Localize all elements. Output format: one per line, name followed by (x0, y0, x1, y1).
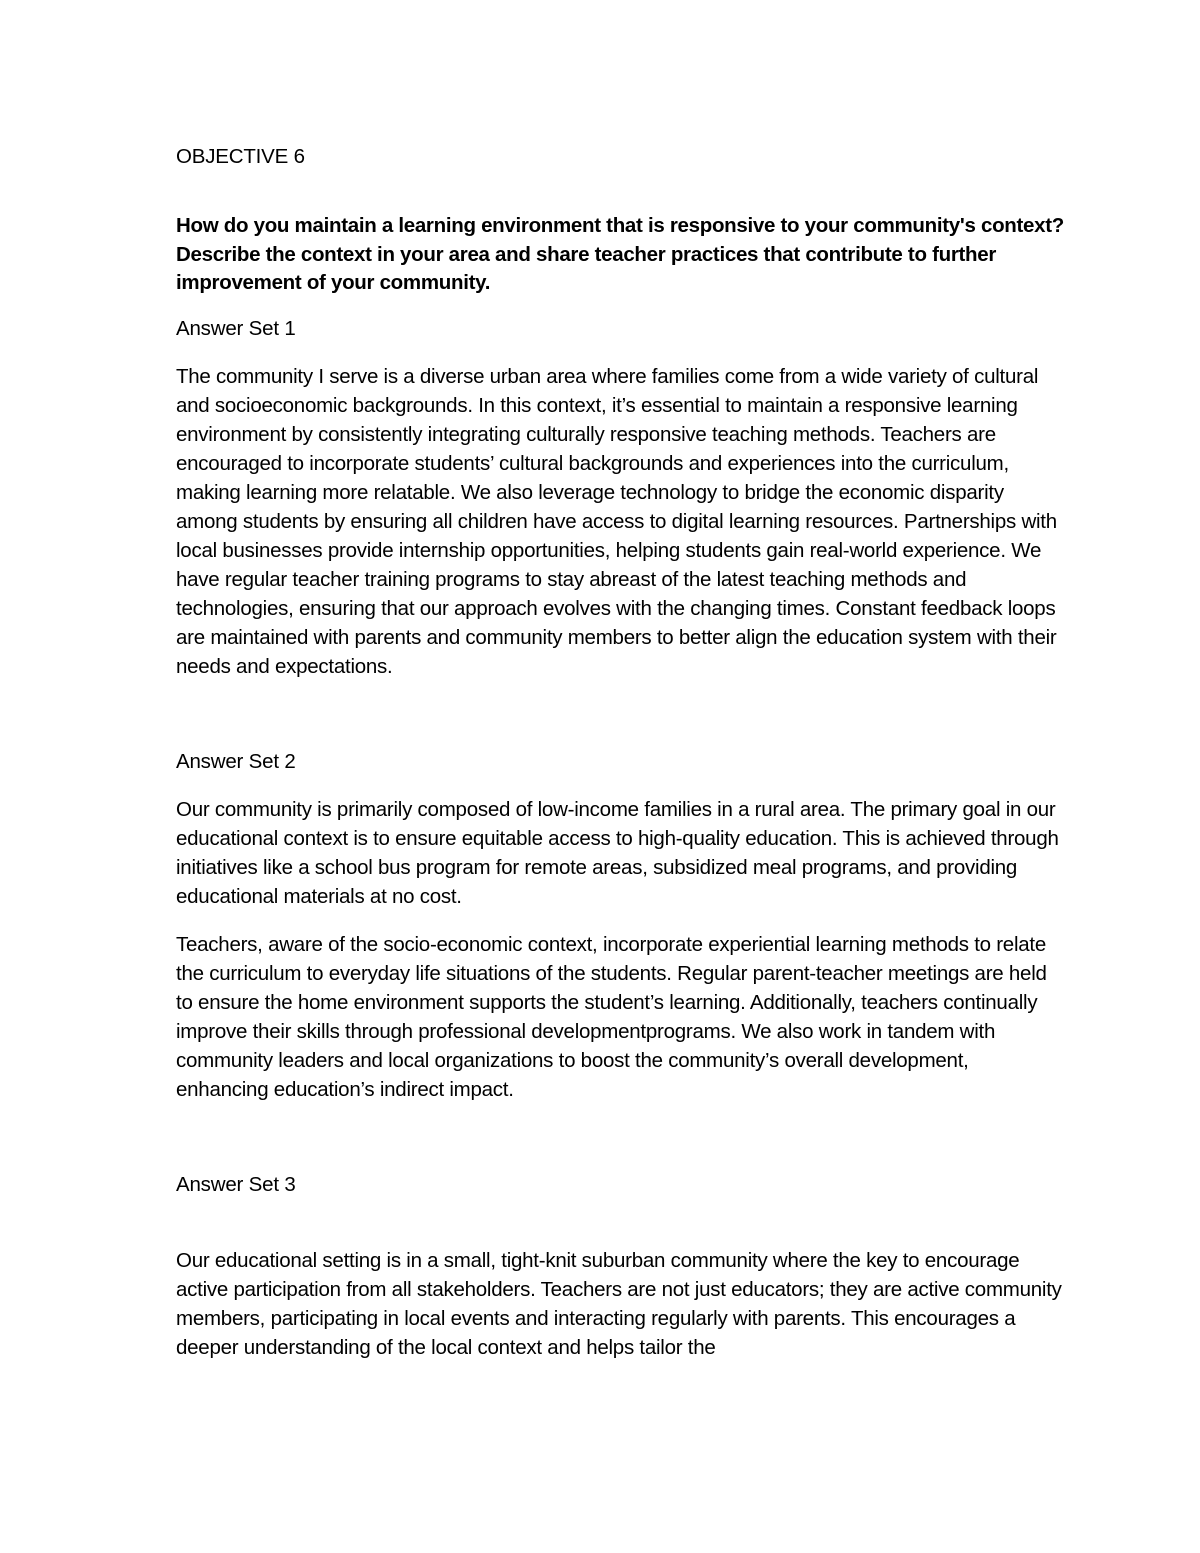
answer-set-3-paragraph-1: Our educational setting is in a small, tight-knit suburban community where the key to encourage active participation from all stakeholders. Teachers are not just educators; they are active community members, participating in local events and interacting regularly with parents. This encourages a deeper understanding of the local context and helps tailor the (176, 1248, 1062, 1359)
answer-set-1-paragraph-1: The community I serve is a diverse urban area where families come from a wide variety of cultural and socioeconomic backgrounds. In this context, it’s essential to maintain a responsive learning environment by consistently integrating culturally responsive teaching methods. Teachers are encouraged to incorporate students’ cultural backgrounds and experiences into the curriculum, making learning more relatable. We also leverage technology to bridge the economic disparity among students by ensuring all children have access to digital learning resources. Partnerships with local businesses provide internship opportunities, helping students gain real-world experience. We have regular teacher training programs to stay abreast of the latest teaching methods and technologies, ensuring that our approach evolves with the changing times. Constant feedback loops are maintained with parents and community members to better align the education system with their needs and expectations. (176, 364, 1057, 678)
answer-set-1-label: Answer Set 1 (176, 316, 296, 340)
question-text: How do you maintain a learning environment that is responsive to your community's context? Describe the context in your area and share teacher practices that contribute to further improvement of your community. (176, 214, 1064, 295)
answer-set-3-label: Answer Set 3 (176, 1172, 296, 1196)
answer-set-2-paragraph-2: Teachers, aware of the socio-economic context, incorporate experiential learning methods to relate the curriculum to everyday life situations of the students. Regular parent-teacher meetings are held to ensure the home environment supports the student’s learning. Additionally, teachers continually improve their skills through professional developmentprograms. We also work in tandem with community leaders and local organizations to boost the community’s overall development, enhancing education’s indirect impact. (176, 932, 1047, 1101)
answer-set-2-paragraph-1: Our community is primarily composed of low-income families in a rural area. The primary goal in our educational context is to ensure equitable access to high-quality education. This is achieved through initiatives like a school bus program for remote areas, subsidized meal programs, and providing educational materials at no cost. (176, 797, 1059, 908)
document-body (176, 142, 1066, 1362)
answer-set-2-label: Answer Set 2 (176, 749, 296, 773)
objective-heading: OBJECTIVE 6 (176, 145, 305, 168)
